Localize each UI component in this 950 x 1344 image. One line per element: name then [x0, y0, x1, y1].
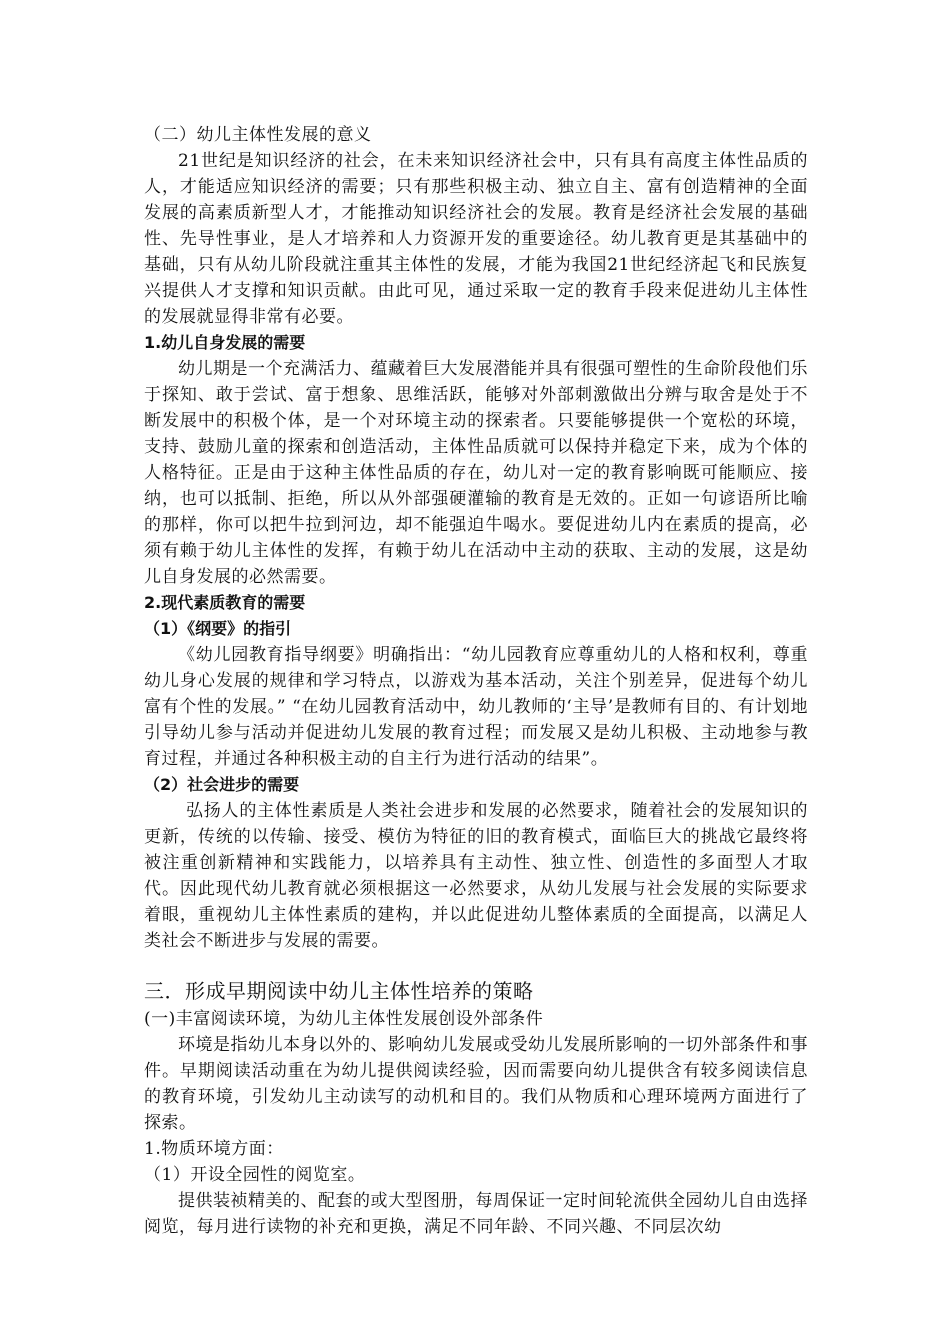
subsection-title: （2）社会进步的需要	[144, 775, 300, 794]
subsection-title: （1）《纲要》的指引	[144, 619, 292, 638]
paragraph: 《幼儿园教育指导纲要》明确指出：“幼儿园教育应尊重幼儿的人格和权利，尊重幼儿身心发展的规律和学习特点，以游戏为基本活动，关注个别差异，促进每个幼儿富有个性的发展。” “在幼儿园教育活动中，幼儿教师的‘主导’是教师有目的、有计划地引导幼儿参与活动并促进幼儿发展的教育过程；而发展又是幼儿积极、主动地参与教育过程，并通过各种积极主动的自主行为进行活动的结果”。	[144, 645, 808, 769]
subsection-title: 1.幼儿自身发展的需要	[144, 333, 306, 352]
paragraph: 幼儿期是一个充满活力、蕴藏着巨大发展潜能并具有很强可塑性的生命阶段他们乐于探知、敢于尝试、富于想象、思维活跃，能够对外部刺激做出分辨与取舍是处于不断发展中的积极个体，是一个对环境主动的探索者。只要能够提供一个宽松的环境，支持、鼓励儿童的探索和创造活动，主体性品质就可以保持并稳定下来，成为个体的人格特征。正是由于这种主体性品质的存在，幼儿对一定的教育影响既可能顺应、接纳，也可以抵制、拒绝，所以从外部强硬灌输的教育是无效的。正如一句谚语所比喻的那样，你可以把牛拉到河边，却不能强迫牛喝水。要促进幼儿内在素质的提高，必须有赖于幼儿主体性的发挥，有赖于幼儿在活动中主动的获取、主动的发展，这是幼儿自身发展的必然需要。	[144, 359, 808, 587]
paragraph: 21世纪是知识经济的社会，在未来知识经济社会中，只有具有高度主体性品质的人，才能适应知识经济的需要；只有那些积极主动、独立自主、富有创造精神的全面发展的高素质新型人才，才能推动知识经济社会的发展。教育是经济社会发展的基础性、先导性事业，是人才培养和人力资源开发的重要途径。幼儿教育更是其基础中的基础，只有从幼儿阶段就注重其主体性的发展，才能为我国21世纪经济起飞和民族复兴提供人才支撑和知识贡献。由此可见，通过采取一定的教育手段来促进幼儿主体性的发展就显得非常有必要。	[144, 151, 808, 327]
section-heading: 1.物质环境方面：	[144, 1139, 284, 1159]
paragraph: 环境是指幼儿本身以外的、影响幼儿发展或受幼儿发展所影响的一切外部条件和事件。早期阅读活动重在为幼儿提供阅读经验，因而需要向幼儿提供含有较多阅读信息的教育环境，引发幼儿主动读写的动机和目的。我们从物质和心理环境两方面进行了探索。	[144, 1035, 808, 1133]
document-page	[144, 122, 808, 1240]
subsection-title: 2.现代素质教育的需要	[144, 593, 306, 612]
section-heading: (一)丰富阅读环境，为幼儿主体性发展创设外部条件	[144, 1009, 544, 1029]
section-heading: （1）开设全园性的阅览室。	[144, 1165, 366, 1185]
section-heading: （二）幼儿主体性发展的意义	[144, 125, 372, 145]
paragraph: 提供装祯精美的、配套的或大型图册，每周保证一定时间轮流供全园幼儿自由选择阅览，每月进行读物的补充和更换，满足不同年龄、不同兴趣、不同层次幼	[144, 1191, 808, 1237]
paragraph: 弘扬人的主体性素质是人类社会进步和发展的必然要求，随着社会的发展知识的更新，传统的以传输、接受、模仿为特征的旧的教育模式，面临巨大的挑战它最终将被注重创新精神和实践能力，以培养具有主动性、独立性、创造性的多面型人才取代。因此现代幼儿教育就必须根据这一必然要求，从幼儿发展与社会发展的实际要求着眼，重视幼儿主体性素质的建构，并以此促进幼儿整体素质的全面提高，以满足人类社会不断进步与发展的需要。	[144, 801, 808, 951]
chapter-heading: 三．形成早期阅读中幼儿主体性培养的策略	[144, 979, 534, 1003]
